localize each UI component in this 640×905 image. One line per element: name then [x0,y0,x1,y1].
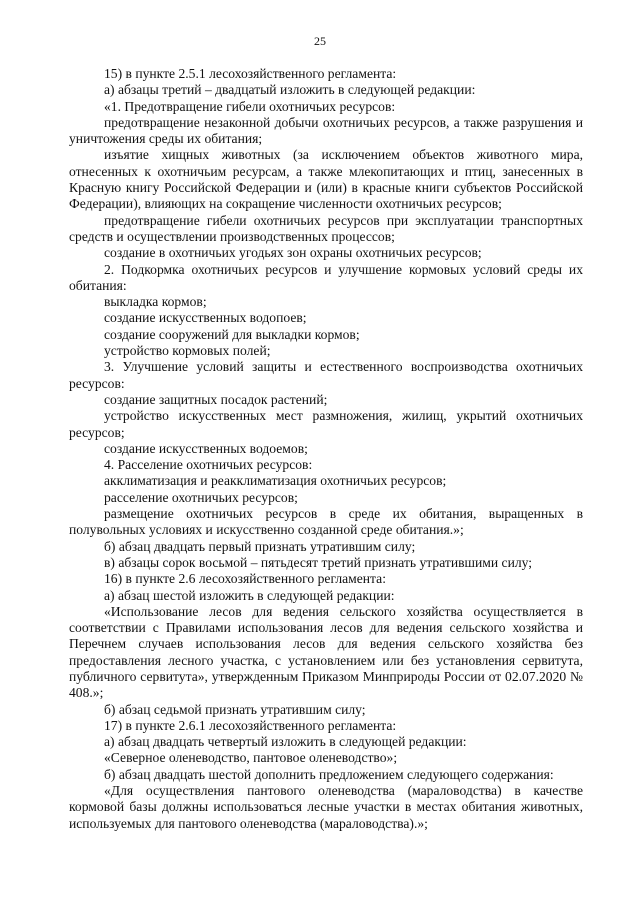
paragraph: 15) в пункте 2.5.1 лесохозяйственного регламента: [104,66,397,81]
paragraph: устройство кормовых полей; [104,343,271,359]
paragraph: «Северное оленеводство, пантовое оленеводство»; [104,750,398,766]
paragraph: расселение охотничьих ресурсов; [104,489,298,505]
paragraph: предотвращение гибели охотничьих ресурсов при эксплуатации транспортных средств и осуществлении производственных процессов; [69,212,583,244]
paragraph: выкладка кормов; [104,294,207,310]
paragraph: 3. Улучшение условий защиты и естественного воспроизводства охотничьих ресурсов: [69,359,583,391]
paragraph: создание защитных посадок растений; [104,391,328,407]
paragraph: «Для осуществления пантового оленеводства (мараловодства) в качестве кормовой базы должны использоваться лесные участки в местах обитания животных, используемых для пантового оленеводства (мараловодства).»; [69,783,583,831]
paragraph: б) абзац двадцать первый признать утратившим силу; [104,538,416,554]
paragraph: 4. Расселение охотничьих ресурсов: [104,457,313,473]
paragraph: «1. Предотвращение гибели охотничьих ресурсов: [104,98,396,114]
paragraph: изъятие хищных животных (за исключением объектов животного мира, отнесенных к охотничьим ресурсам, а также млекопитающих и птиц, занесенных в Красную книгу Российской Федерации и (или) в красные книги субъектов Российской Федерации), влияющих на сокращение численности охотничьих ресурсов; [69,147,583,212]
paragraph: создание в охотничьих угодьях зон охраны охотничьих ресурсов; [104,245,482,261]
paragraph: устройство искусственных мест размножения, жилищ, укрытий охотничьих ресурсов; [69,408,583,440]
paragraph: 2. Подкормка охотничьих ресурсов и улучшение кормовых условий среды их обитания: [69,261,583,293]
paragraph: создание искусственных водопоев; [104,310,307,326]
paragraph: создание сооружений для выкладки кормов; [104,326,360,342]
paragraph: акклиматизация и реакклиматизация охотничьих ресурсов; [104,473,447,489]
paragraph: б) абзац седьмой признать утратившим силу; [104,701,366,717]
paragraph: а) абзацы третий – двадцатый изложить в следующей редакции: [104,82,476,98]
paragraph: 16) в пункте 2.6 лесохозяйственного регламента: [104,571,386,587]
paragraph: «Использование лесов для ведения сельского хозяйства осуществляется в соответствии с Правилами использования лесов для ведения сельского хозяйства и Перечнем случаев использования лесов для ведения сельского хозяйства без предоставления лесного участка, с установлением или без установления сервитута, публичного сервитута», утвержденным Приказом Минприроды России от 02.07.2020 № 408.»; [69,603,583,701]
paragraph: а) абзац двадцать четвертый изложить в следующей редакции: [104,734,467,750]
paragraph: а) абзац шестой изложить в следующей редакции: [104,587,395,603]
page-number: 25 [314,34,326,48]
paragraph: 17) в пункте 2.6.1 лесохозяйственного регламента: [104,717,397,733]
document-body [69,66,583,832]
paragraph: размещение охотничьих ресурсов в среде их обитания, выращенных в полувольных условиях и искусственно созданной среде обитания.»; [69,506,583,538]
paragraph: б) абзац двадцать шестой дополнить предложением следующего содержания: [104,766,554,782]
paragraph: в) абзацы сорок восьмой – пятьдесят третий признать утратившими силу; [104,554,533,570]
paragraph: создание искусственных водоемов; [104,440,308,456]
paragraph: предотвращение незаконной добычи охотничьих ресурсов, а также разрушения и уничтожения среды их обитания; [69,114,583,147]
